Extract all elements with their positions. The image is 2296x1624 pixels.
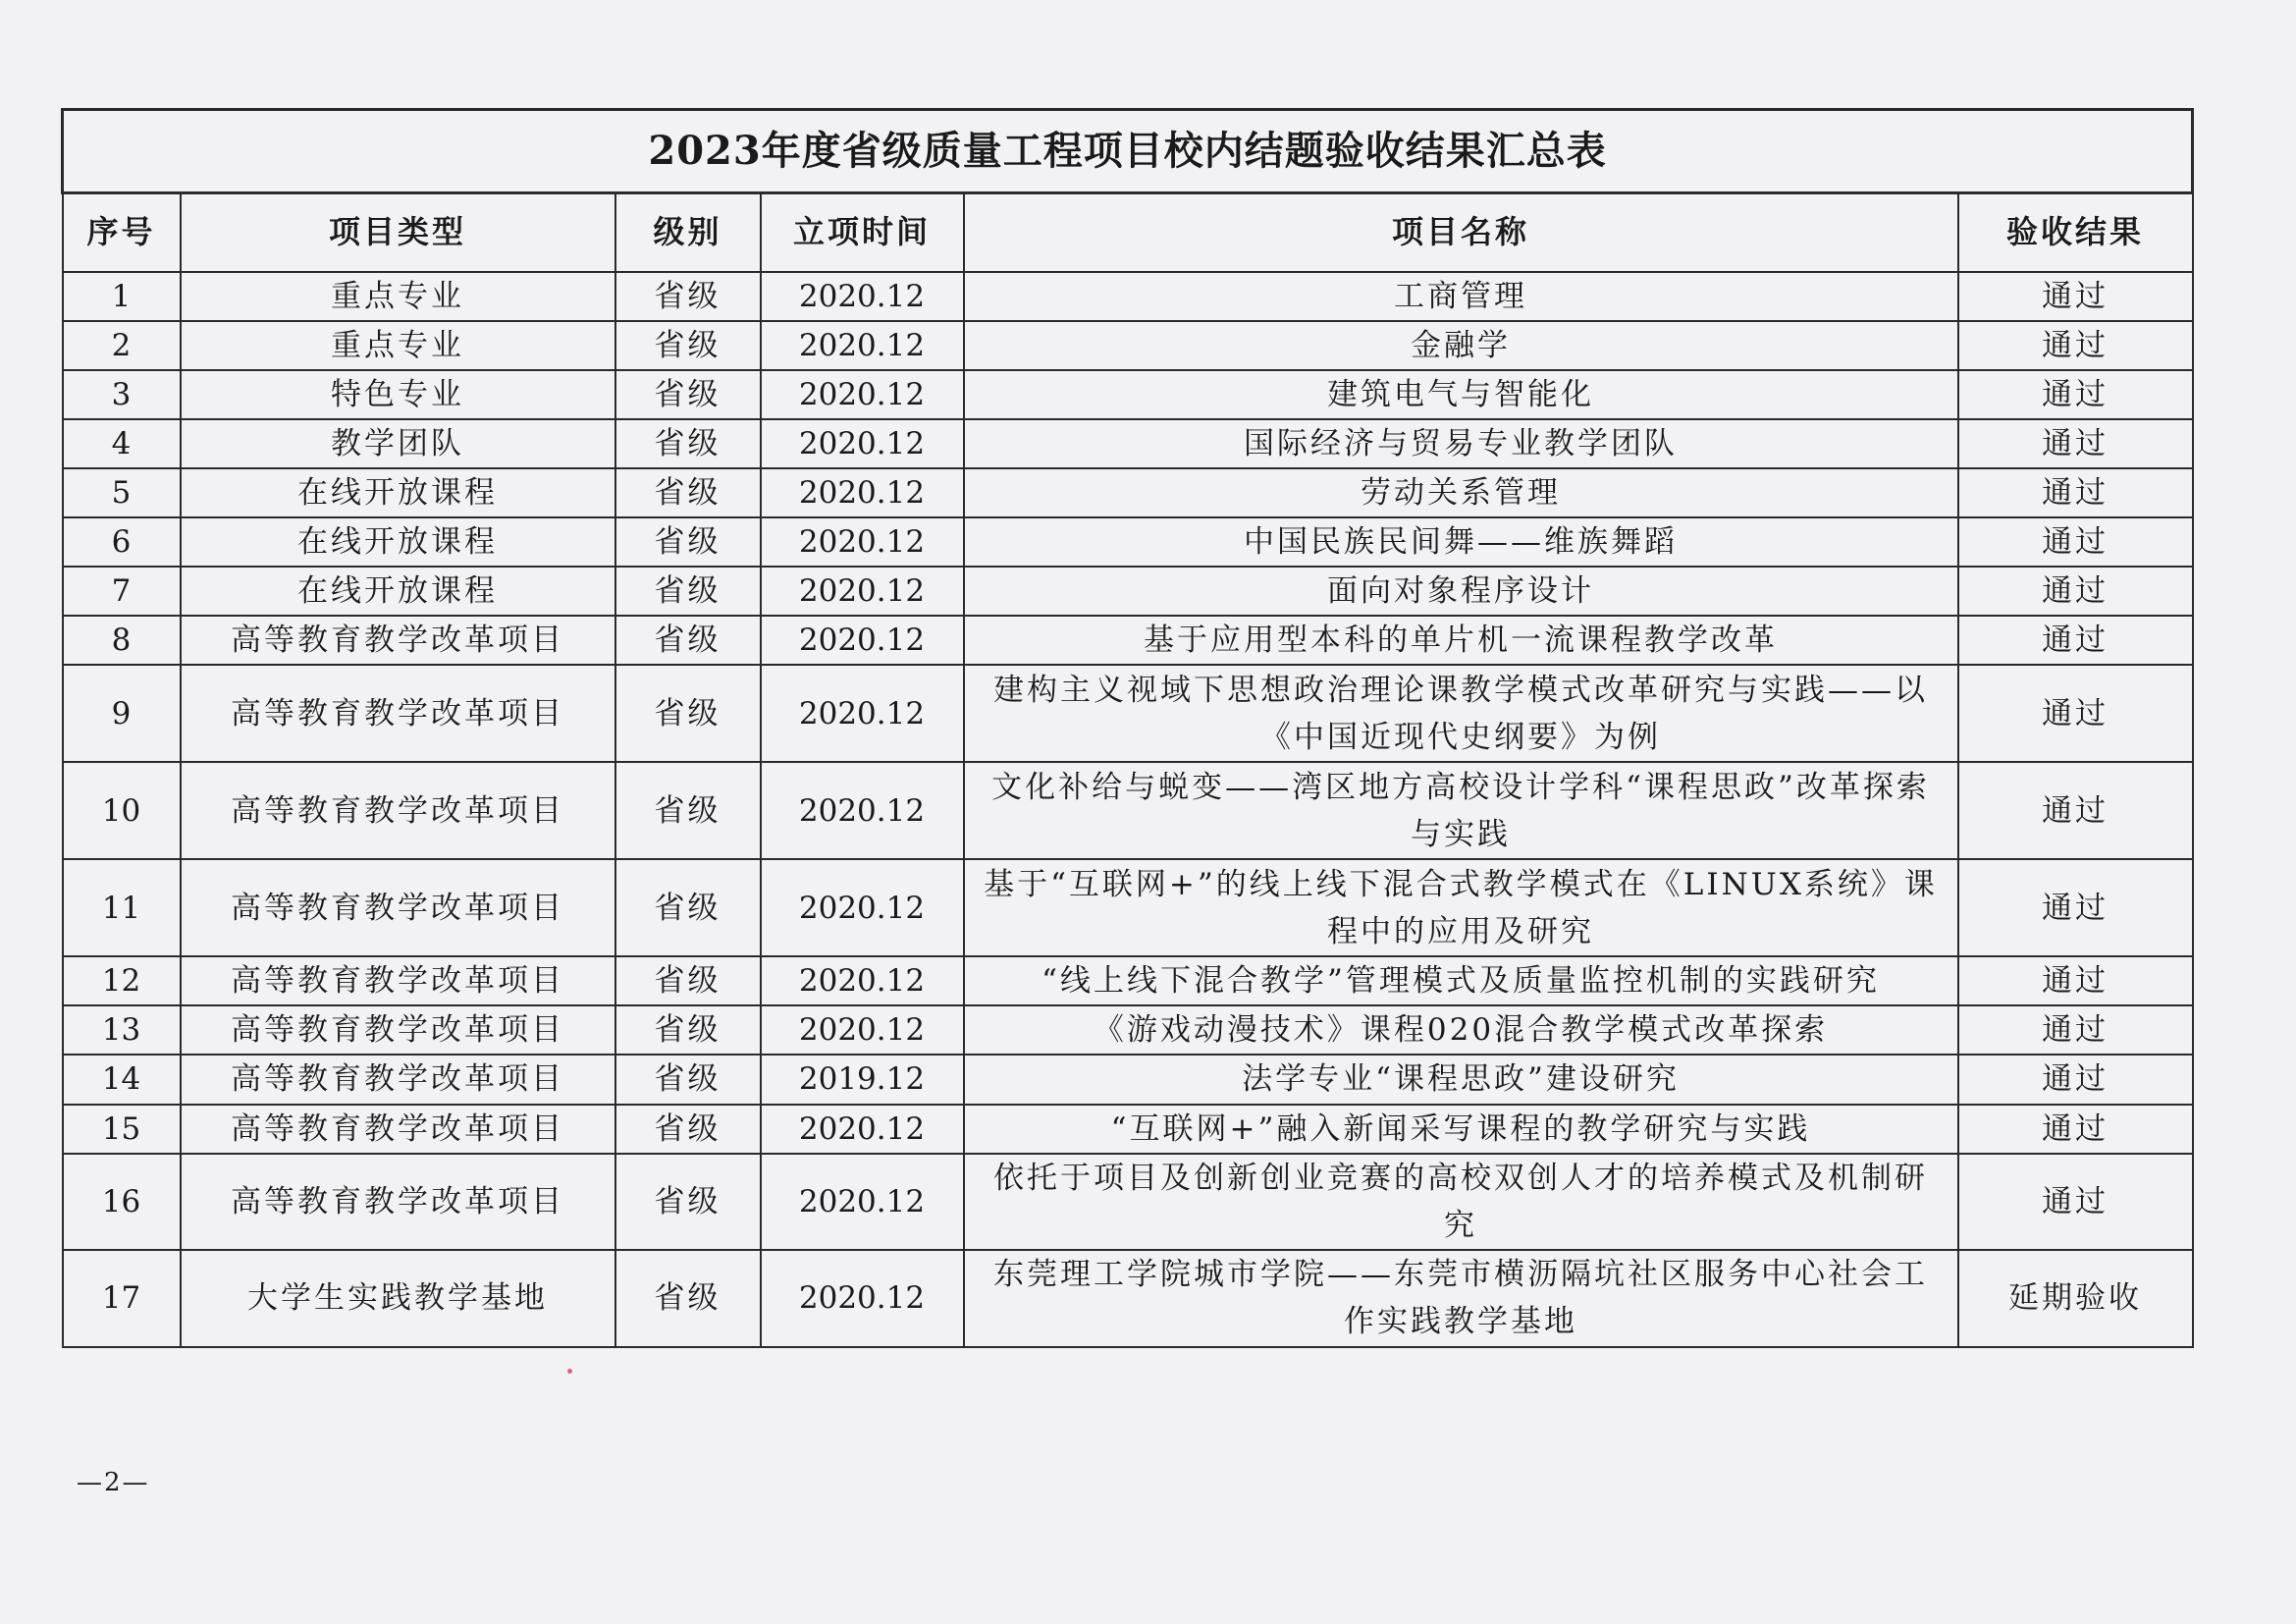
cell-name: 面向对象程序设计 (964, 567, 1958, 616)
cell-result: 通过 (1958, 616, 2193, 665)
cell-name: 法学专业“课程思政”建设研究 (964, 1055, 1958, 1104)
cell-level: 省级 (615, 956, 761, 1005)
cell-level: 省级 (615, 468, 761, 517)
cell-name: 建筑电气与智能化 (964, 370, 1958, 419)
cell-name: 建构主义视域下思想政治理论课教学模式改革研究与实践——以《中国近现代史纲要》为例 (964, 665, 1958, 762)
cell-result: 通过 (1958, 956, 2193, 1005)
cell-result: 通过 (1958, 567, 2193, 616)
cell-type: 高等教育教学改革项目 (181, 1005, 615, 1055)
cell-date: 2020.12 (761, 1154, 964, 1250)
cell-date: 2020.12 (761, 956, 964, 1005)
cell-type: 高等教育教学改革项目 (181, 665, 615, 762)
cell-date: 2020.12 (761, 1005, 964, 1055)
cell-type: 高等教育教学改革项目 (181, 956, 615, 1005)
cell-index: 14 (63, 1055, 181, 1104)
cell-index: 6 (63, 517, 181, 567)
results-table (61, 108, 2194, 1348)
cell-index: 15 (63, 1105, 181, 1154)
cell-name: 工商管理 (964, 272, 1958, 321)
header-index: 序号 (63, 193, 181, 273)
cell-type: 在线开放课程 (181, 468, 615, 517)
cell-result: 通过 (1958, 517, 2193, 567)
cell-index: 13 (63, 1005, 181, 1055)
cell-index: 11 (63, 859, 181, 956)
cell-date: 2020.12 (761, 665, 964, 762)
cell-result: 通过 (1958, 1005, 2193, 1055)
cell-date: 2020.12 (761, 762, 964, 859)
cell-type: 重点专业 (181, 321, 615, 370)
header-name: 项目名称 (964, 193, 1958, 273)
table-row (63, 1250, 2193, 1347)
cell-level: 省级 (615, 272, 761, 321)
cell-level: 省级 (615, 1154, 761, 1250)
cell-type: 在线开放课程 (181, 517, 615, 567)
cell-level: 省级 (615, 567, 761, 616)
page-number: —2— (77, 1468, 150, 1497)
cell-type: 高等教育教学改革项目 (181, 1105, 615, 1154)
cell-result: 通过 (1958, 321, 2193, 370)
cell-result: 通过 (1958, 468, 2193, 517)
cell-level: 省级 (615, 616, 761, 665)
cell-name: “互联网+”融入新闻采写课程的教学研究与实践 (964, 1105, 1958, 1154)
cell-date: 2020.12 (761, 370, 964, 419)
table-row (63, 762, 2193, 859)
table-row (63, 956, 2193, 1005)
cell-result: 通过 (1958, 1154, 2193, 1250)
cell-date: 2020.12 (761, 616, 964, 665)
cell-name: 《游戏动漫技术》课程020混合教学模式改革探索 (964, 1005, 1958, 1055)
cell-result: 通过 (1958, 762, 2193, 859)
table-row (63, 468, 2193, 517)
cell-name: 依托于项目及创新创业竞赛的高校双创人才的培养模式及机制研究 (964, 1154, 1958, 1250)
cell-index: 9 (63, 665, 181, 762)
table-row (63, 859, 2193, 956)
cell-name: 基于应用型本科的单片机一流课程教学改革 (964, 616, 1958, 665)
table-row (63, 370, 2193, 419)
cell-name: 文化补给与蜕变——湾区地方高校设计学科“课程思政”改革探索与实践 (964, 762, 1958, 859)
cell-result: 通过 (1958, 1105, 2193, 1154)
table-row (63, 419, 2193, 468)
table-row (63, 665, 2193, 762)
cell-level: 省级 (615, 1055, 761, 1104)
table-row (63, 517, 2193, 567)
cell-type: 大学生实践教学基地 (181, 1250, 615, 1347)
cell-index: 4 (63, 419, 181, 468)
table-row (63, 321, 2193, 370)
cell-name: “线上线下混合教学”管理模式及质量监控机制的实践研究 (964, 956, 1958, 1005)
cell-level: 省级 (615, 1105, 761, 1154)
cell-level: 省级 (615, 321, 761, 370)
cell-result: 通过 (1958, 859, 2193, 956)
cell-date: 2020.12 (761, 419, 964, 468)
cell-index: 10 (63, 762, 181, 859)
cell-date: 2020.12 (761, 272, 964, 321)
cell-index: 12 (63, 956, 181, 1005)
cell-date: 2020.12 (761, 1250, 964, 1347)
summary-sheet (61, 108, 2191, 1348)
cell-type: 高等教育教学改革项目 (181, 859, 615, 956)
table-title: 2023年度省级质量工程项目校内结题验收结果汇总表 (63, 110, 2193, 193)
cell-date: 2020.12 (761, 517, 964, 567)
cell-level: 省级 (615, 859, 761, 956)
cell-date: 2019.12 (761, 1055, 964, 1104)
table-row (63, 272, 2193, 321)
cell-level: 省级 (615, 1250, 761, 1347)
cell-name: 金融学 (964, 321, 1958, 370)
header-date: 立项时间 (761, 193, 964, 273)
table-row (63, 1005, 2193, 1055)
cell-name: 国际经济与贸易专业教学团队 (964, 419, 1958, 468)
header-result: 验收结果 (1958, 193, 2193, 273)
cell-result: 通过 (1958, 665, 2193, 762)
cell-name: 东莞理工学院城市学院——东莞市横沥隔坑社区服务中心社会工作实践教学基地 (964, 1250, 1958, 1347)
header-level: 级别 (615, 193, 761, 273)
cell-result: 通过 (1958, 419, 2193, 468)
cell-date: 2020.12 (761, 321, 964, 370)
cell-index: 8 (63, 616, 181, 665)
cell-type: 高等教育教学改革项目 (181, 1055, 615, 1104)
cell-index: 1 (63, 272, 181, 321)
cell-index: 16 (63, 1154, 181, 1250)
cell-date: 2020.12 (761, 1105, 964, 1154)
cell-index: 17 (63, 1250, 181, 1347)
cell-level: 省级 (615, 517, 761, 567)
table-row (63, 1105, 2193, 1154)
cell-index: 2 (63, 321, 181, 370)
cell-name: 基于“互联网+”的线上线下混合式教学模式在《LINUX系统》课程中的应用及研究 (964, 859, 1958, 956)
header-type: 项目类型 (181, 193, 615, 273)
cell-result: 通过 (1958, 1055, 2193, 1104)
cell-index: 5 (63, 468, 181, 517)
table-row (63, 567, 2193, 616)
cell-type: 高等教育教学改革项目 (181, 616, 615, 665)
cell-result: 延期验收 (1958, 1250, 2193, 1347)
table-row (63, 1055, 2193, 1104)
cell-level: 省级 (615, 1005, 761, 1055)
cell-level: 省级 (615, 419, 761, 468)
table-row (63, 616, 2193, 665)
cell-index: 3 (63, 370, 181, 419)
cell-index: 7 (63, 567, 181, 616)
cell-type: 高等教育教学改革项目 (181, 1154, 615, 1250)
cell-name: 中国民族民间舞——维族舞蹈 (964, 517, 1958, 567)
stray-ink-dot (567, 1369, 572, 1374)
cell-level: 省级 (615, 370, 761, 419)
table-body (63, 272, 2193, 1347)
cell-type: 重点专业 (181, 272, 615, 321)
cell-type: 特色专业 (181, 370, 615, 419)
cell-name: 劳动关系管理 (964, 468, 1958, 517)
cell-type: 在线开放课程 (181, 567, 615, 616)
cell-date: 2020.12 (761, 468, 964, 517)
table-row (63, 1154, 2193, 1250)
cell-date: 2020.12 (761, 859, 964, 956)
cell-result: 通过 (1958, 370, 2193, 419)
cell-date: 2020.12 (761, 567, 964, 616)
cell-level: 省级 (615, 665, 761, 762)
cell-result: 通过 (1958, 272, 2193, 321)
cell-level: 省级 (615, 762, 761, 859)
cell-type: 教学团队 (181, 419, 615, 468)
cell-type: 高等教育教学改革项目 (181, 762, 615, 859)
